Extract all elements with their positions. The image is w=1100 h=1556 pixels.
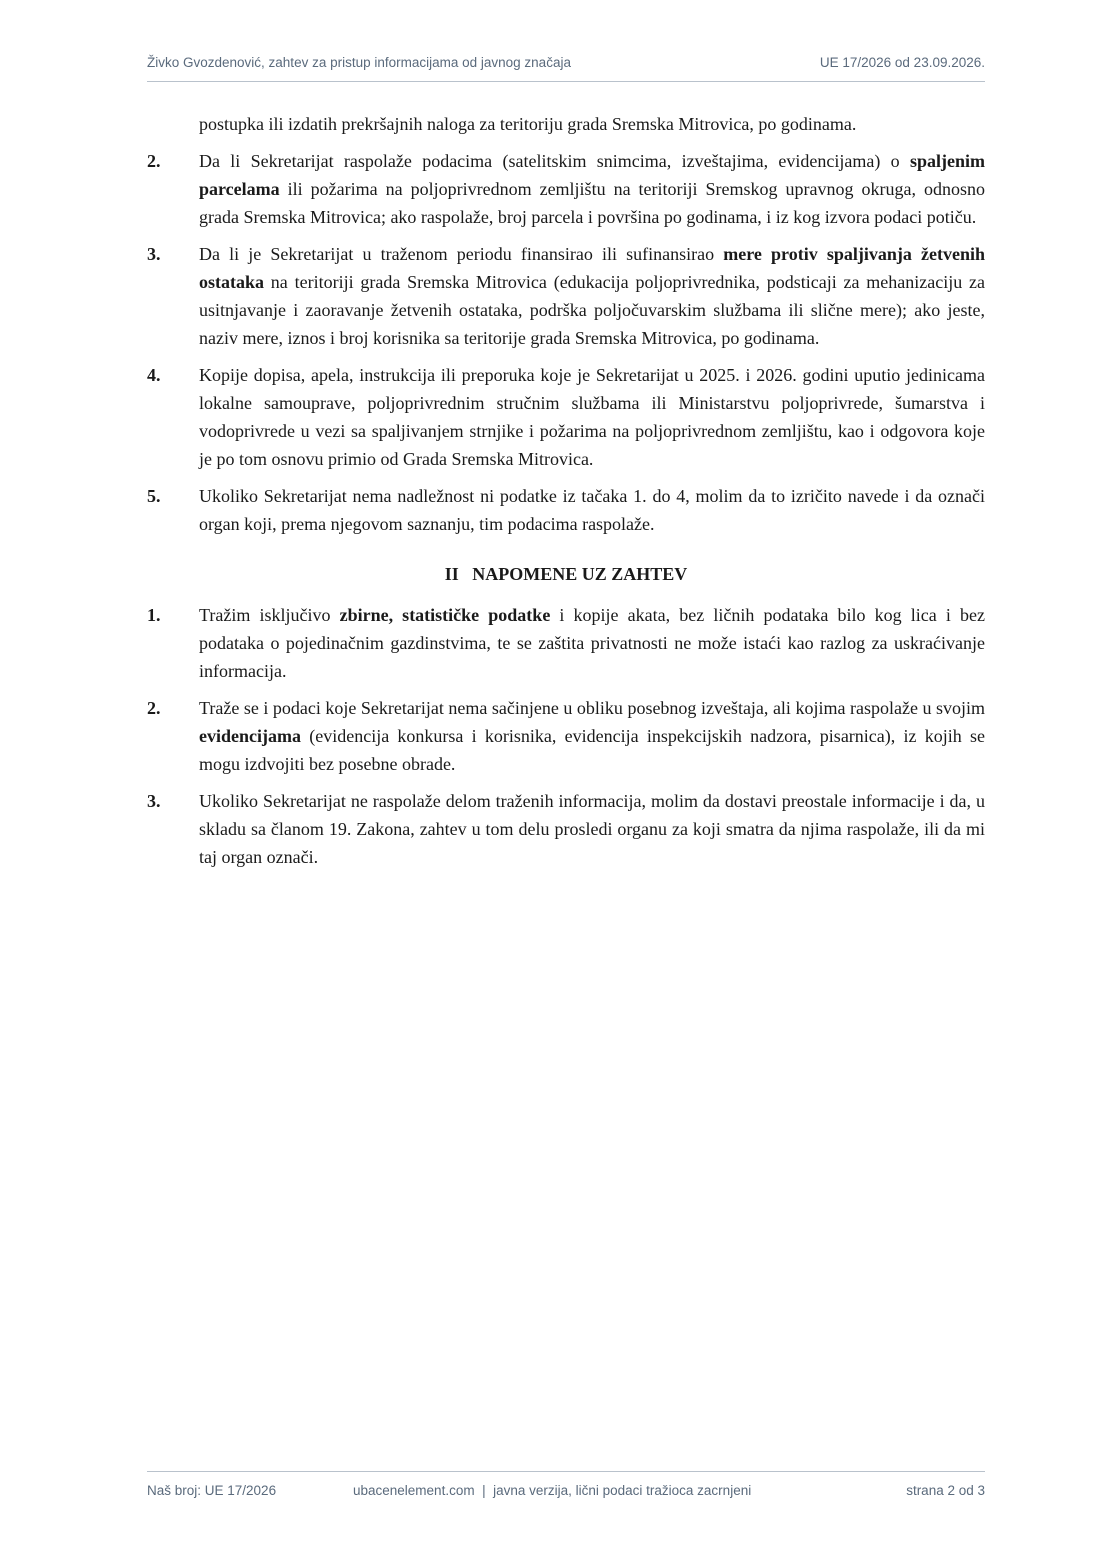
notes-list: [147, 601, 985, 871]
item-number: 1.: [147, 605, 161, 625]
request-item-2: [147, 147, 985, 231]
item-text: [199, 601, 985, 685]
note-item-1: [147, 601, 985, 685]
item-text-pre: Ukoliko Sekretarijat nema nadležnost ni podatke iz tačaka 1. do 4, molim da to izričito navede i da označi organ koji, prema njegovom saznanju, tim podacima raspolaže.: [199, 486, 985, 534]
item-text-bold: evidencijama: [199, 726, 301, 746]
item-text-post: na teritoriji grada Sremska Mitrovica (edukacija poljoprivrednika, podsticaji za mehanizaciju za usitnjavanje i zaoravanje žetvenih ostataka, podrška poljočuvarskim službama ili slične mere); ako jeste, naziv mere, iznos i broj korisnika sa teritorije grada Sremska Mitrovica, po godinama.: [199, 272, 985, 348]
footer-website-note: ubacenelement.com | javna verzija, lični podaci tražioca zacrnjeni: [353, 1483, 752, 1498]
item-number: 2.: [147, 698, 161, 718]
item-text: [199, 787, 985, 871]
page-header: [147, 54, 985, 82]
item-number: 4.: [147, 365, 161, 385]
item-number: 5.: [147, 486, 161, 506]
page-footer: [147, 1471, 985, 1502]
item-text: [199, 361, 985, 473]
item-number: 3.: [147, 791, 161, 811]
note-item-3: [147, 787, 985, 871]
item-text-bold: mere protiv spaljivanja žetvenih ostataka: [199, 244, 985, 292]
item-text-pre: Kopije dopisa, apela, instrukcija ili preporuka koje je Sekretarijat u 2025. i 2026. godini uputio jedinicama lokalne samouprave, poljoprivrednim stručnim službama ili Ministarstvu poljoprivrede, šumarstva i vodoprivrede u vezi sa spaljivanjem strnjike i požarima na poljoprivrednom zemljištu, kao i odgovora koje je po tom osnovu primio od Grada Sremska Mitrovica.: [199, 365, 985, 469]
footer-page-number: strana 2 od 3: [906, 1483, 985, 1498]
request-item-3: [147, 240, 985, 352]
item-text-pre: Traže se i podaci koje Sekretarijat nema sačinjene u obliku posebnog izveštaja, ali kojima raspolaže u svojim: [199, 698, 985, 718]
item-text-pre: Tražim isključivo: [199, 605, 340, 625]
item-text: [199, 240, 985, 352]
item-text: [199, 694, 985, 778]
item-1-continuation: postupka ili izdatih prekršajnih naloga za teritoriju grada Sremska Mitrovica, po godinama.: [199, 114, 857, 134]
item-text-pre: Da li Sekretarijat raspolaže podacima (satelitskim snimcima, izveštajima, evidencijama) o: [199, 151, 910, 171]
note-item-2: [147, 694, 985, 778]
item-text-bold: zbirne, statističke podatke: [339, 605, 551, 625]
item-text: [199, 482, 985, 538]
item-text: [199, 147, 985, 231]
request-item-5: [147, 482, 985, 538]
section-heading-notes: II NAPOMENE UZ ZAHTEV: [444, 564, 688, 584]
header-reference-number: UE 17/2026 od 23.09.2026.: [819, 55, 985, 70]
item-text-bold: spaljenim parcelama: [199, 151, 985, 199]
item-text-pre: Da li je Sekretarijat u traženom periodu finansirao ili sufinansirao: [199, 244, 724, 264]
request-item-4: [147, 361, 985, 473]
item-text-post: i kopije akata, bez ličnih podataka bilo kog lica i bez podataka o pojedinačnim gazdinstvima, te se zaštita privatnosti ne može istaći kao razlog za uskraćivanje informacija.: [199, 605, 985, 681]
document-body: [147, 110, 985, 880]
item-number: 3.: [147, 244, 161, 264]
item-text-pre: Ukoliko Sekretarijat ne raspolaže delom traženih informacija, molim da dostavi preostale informacije i da, u skladu sa članom 19. Zakona, zahtev u tom delu prosledi organu za koji smatra da njima raspolaže, ili da mi taj organ označi.: [199, 791, 985, 867]
item-number: 2.: [147, 151, 161, 171]
header-document-title: Živko Gvozdenović, zahtev za pristup informacijama od javnog značaja: [147, 55, 571, 70]
request-items-list: [147, 147, 985, 538]
item-text-post: ili požarima na poljoprivrednom zemljištu na teritoriji Sremskog upravnog okruga, odnosno grada Sremska Mitrovica; ako raspolaže, broj parcela i površina po godinama, i iz kog izvora podaci potiču.: [199, 179, 985, 227]
item-text-post: (evidencija konkursa i korisnika, evidencija inspekcijskih nadzora, pisarnica), iz kojih se mogu izdvojiti bez posebne obrade.: [199, 726, 985, 774]
footer-our-number: Naš broj: UE 17/2026: [147, 1483, 277, 1498]
